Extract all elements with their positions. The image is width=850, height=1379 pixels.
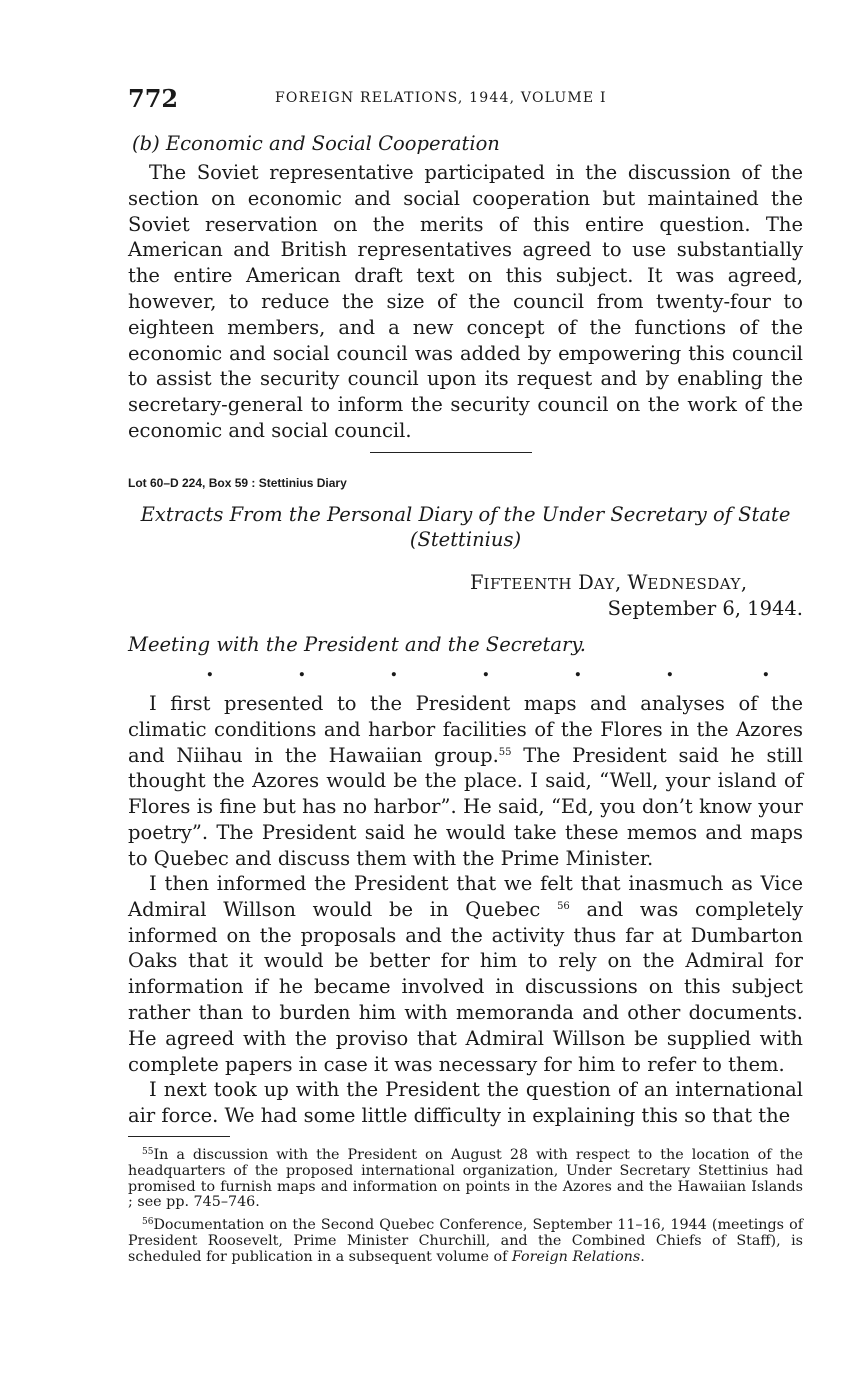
footnote-ref-55[interactable]: 55: [498, 746, 512, 758]
footnote-marker: 56: [142, 1217, 154, 1227]
paragraph-admiral-willson: I then informed the President that we felt that inasmuch as Vice Admiral Willson would be in Quebec $^{56}$ and was completely informed on the proposals and the activity thus far at Dumbarton Oaks that it would be better for him to rely on the Admiral for information if he became involved in discussions on this subject rather than to burden him with memoranda and other documents. He agreed with the proviso that Admiral Willson be supplied with complete papers in case it was necessary for him to refer to them.: [128, 872, 803, 1076]
document-title: [128, 502, 803, 552]
section-heading: (b) Economic and Social Cooperation: [132, 132, 500, 155]
dateline-day: FIFTEENTH DAY, WEDNESDAY,: [470, 571, 748, 594]
ellipsis-dot: .: [574, 656, 582, 682]
ellipsis-dot: .: [298, 656, 306, 682]
footnote-ref-56[interactable]: 56: [557, 900, 570, 912]
dateline-date: September 6, 1944.: [607, 597, 803, 620]
omission-ellipsis: [128, 656, 803, 686]
paragraph-maps-azores: I first presented to the President maps and analyses of the climatic conditions and harbor facilities of the Flores in the Azores and Niihau in the Hawaiian group.$^{55}$ The President said he still thought the Azores would be the place. I said, “Well, your island of Flores is fine but has no harbor”. He said, “Ed, you don’t know your poetry”. The President said he would take these memos and maps to Quebec and discuss them with the Prime Minister.: [128, 692, 804, 870]
paragraph-air-force: I next took up with the President the question of an international air force. We had some little difficulty in explaining this so that the: [128, 1078, 803, 1127]
section-divider: [370, 452, 532, 453]
page-header: [128, 84, 803, 114]
page-number: 772: [128, 84, 179, 113]
ellipsis-dot: .: [206, 656, 214, 682]
footnote-55: $^{55}$In a discussion with the President on August 28 with respect to the location of the headquarters of the proposed international organization, Under Secretary Stettinius had promised to furnish maps and information on points in the Azores and the Hawaiian Islands ; see pp. 745–746.: [128, 1147, 803, 1211]
source-note: Lot 60–D 224, Box 59 : Stettinius Diary: [128, 476, 347, 490]
document-title-line-2: (Stettinius): [409, 528, 522, 551]
ellipsis-dot: .: [666, 656, 674, 682]
footnote-56: $^{56}$Documentation on the Second Quebec Conference, September 11–16, 1944 (meetings of President Roosevelt, Prime Minister Churchill, and the Combined Chiefs of Staff), is scheduled for publication in a subsequent volume of Foreign Relations.: [128, 1217, 803, 1265]
ellipsis-dot: .: [482, 656, 490, 682]
paragraph-economic-social: The Soviet representative participated in the discussion of the section on economic and social cooperation but maintained the Soviet reservation on the merits of this entire question. The American and British representatives agreed to use substantially the entire American draft text on this subject. It was agreed, however, to reduce the size of the council from twenty-four to eighteen members, and a new concept of the functions of the economic and social council was added by empowering this council to assist the security council upon its request and by enabling the secretary-general to inform the security council on the work of the economic and social council.: [128, 161, 803, 442]
running-head: FOREIGN RELATIONS, 1944, VOLUME I: [275, 90, 607, 106]
footnote-marker: 55: [142, 1147, 154, 1157]
meeting-heading: Meeting with the President and the Secretary.: [128, 633, 586, 656]
publication-title: Foreign Relations: [511, 1248, 641, 1265]
ellipsis-dot: .: [762, 656, 770, 682]
ellipsis-dot: .: [390, 656, 398, 682]
document-title-line-1: Extracts From the Personal Diary of the Under Secretary of State: [140, 503, 791, 526]
footnote-divider: [128, 1136, 230, 1137]
